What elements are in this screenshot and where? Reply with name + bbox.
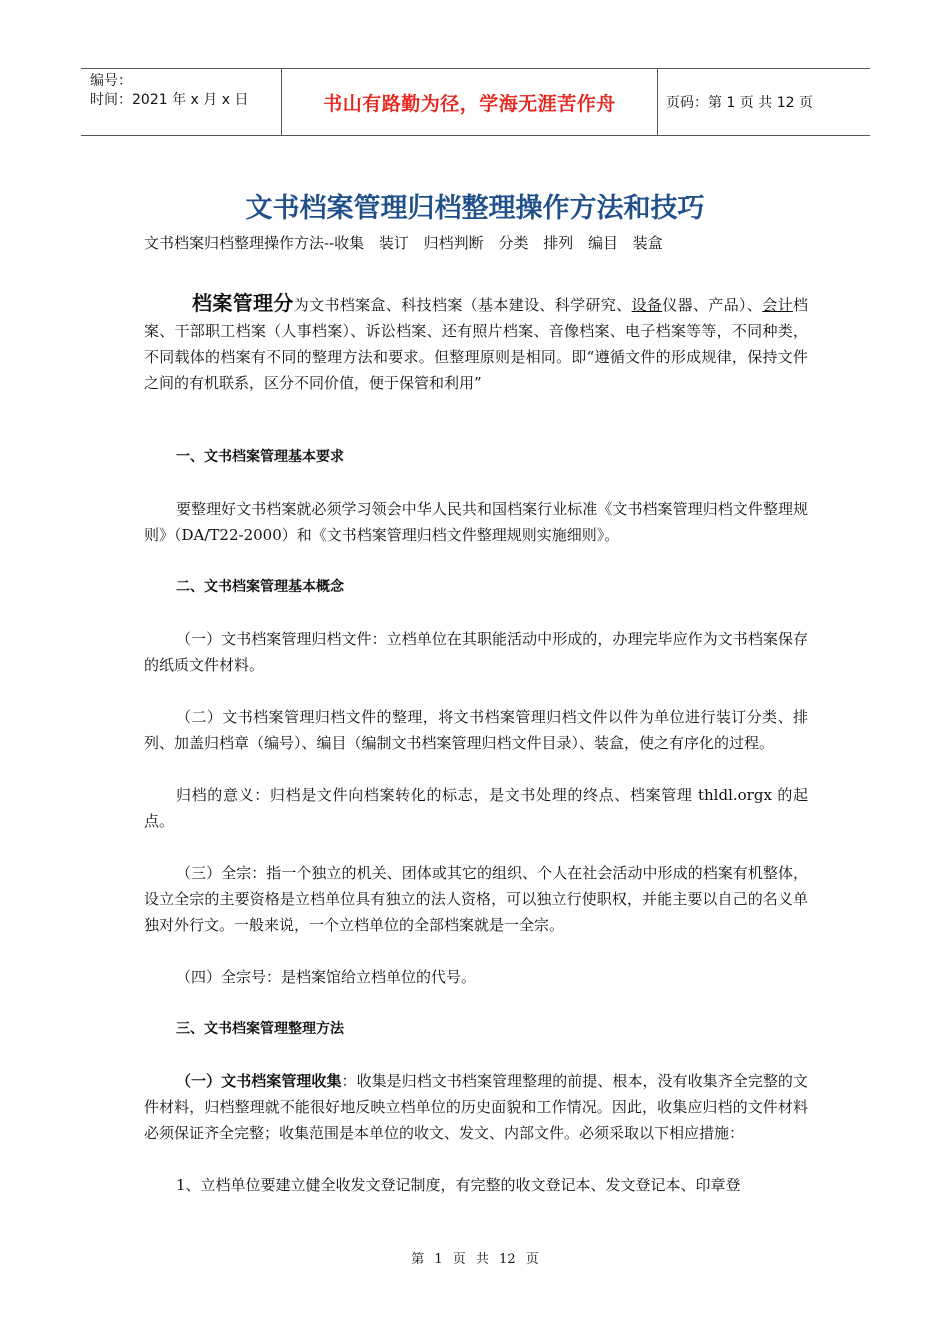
section3-heading: 三、文书档案管理整理方法 [176,1021,344,1037]
section1-heading: 一、文书档案管理基本要求 [176,449,344,465]
section2-paragraph-5: （四）全宗号：是档案馆给立档单位的代号。 [176,968,477,986]
time-label: 时间：2021 年 x 月 x 日 [90,92,249,108]
section3-paragraph-1 [144,1068,808,1146]
intro-part3: 档案、干部职工档案（人事档案）、诉讼档案、还有照片档案、音像档案、电子档案等等，不同种类，不同载体的档案有不同的整理方法和要求。但整理原则是相同。即“遵循文件的形成规律，保持文件之间的有机联系，区分不同价值，便于保管和利用” [144,296,808,392]
header-meta [81,69,282,135]
section3-p1-text: ：收集是归档文书档案管理整理的前提、根本，没有收集齐全完整的文件材料，归档整理就不能很好地反映立档单位的历史面貌和工作情况。因此，收集应归档的文件材料必须保证齐全完整；收集范围是本单位的收文、发文、内部文件。必须采取以下相应措施： [144,1072,808,1142]
section3-paragraph-2: 1、立档单位要建立健全收发文登记制度，有完整的收文登记本、发文登记本、印章登 [176,1176,741,1194]
page-subtitle: 文书档案归档整理操作方法--收集 装订 归档判断 分类 排列 编目 装盒 [144,234,663,252]
section2-paragraph-3: 归档的意义：归档是文件向档案转化的标志，是文书处理的终点、档案管理 thldl.orgx 的起点。 [144,786,808,830]
header-table [81,68,870,136]
link-equipment[interactable]: 设备 [631,296,663,314]
section2-heading: 二、文书档案管理基本概念 [176,579,344,595]
intro-part1: 为文书档案盒、科技档案（基本建设、科学研究、 [293,296,632,314]
page-title: 文书档案管理归档整理操作方法和技巧 [245,193,705,224]
header-page-info: 页码：第 1 页 共 12 页 [666,95,813,111]
section2-paragraph-1: （一）文书档案管理归档文件：立档单位在其职能活动中形成的，办理完毕应作为文书档案保存的纸质文件材料。 [144,630,808,674]
section3-p1-lead: （一）文书档案管理收集 [176,1072,342,1090]
intro-lead: 档案管理分 [192,291,294,315]
header-motto: 书山有路勤为径，学海无涯苦作舟 [282,69,658,135]
document-body [144,290,808,1198]
section2-paragraph-4: （三）全宗：指一个独立的机关、团体或其它的组织、个人在社会活动中形成的档案有机整体，设立全宗的主要资格是立档单位具有独立的法人资格，可以独立行使职权，并能主要以自己的名义单独对外行文。一般来说，一个立档单位的全部档案就是一全宗。 [144,864,808,934]
number-label: 编号： [90,73,132,89]
link-accounting[interactable]: 会计 [762,296,793,314]
intro-part2: 仪器、产品）、 [662,296,763,314]
intro-paragraph [144,290,808,396]
page-footer: 第 1 页 共 12 页 [411,1252,539,1267]
section2-paragraph-2: （二）文书档案管理归档文件的整理，将文书档案管理归档文件以件为单位进行装订分类、排列、加盖归档章（编号）、编目（编制文书档案管理归档文件目录）、装盒，使之有序化的过程。 [144,708,808,752]
section1-paragraph: 要整理好文书档案就必须学习领会中华人民共和国档案行业标准《文书档案管理归档文件整理规则》（DA/T22-2000）和《文书档案管理归档文件整理规则实施细则》。 [144,500,808,544]
